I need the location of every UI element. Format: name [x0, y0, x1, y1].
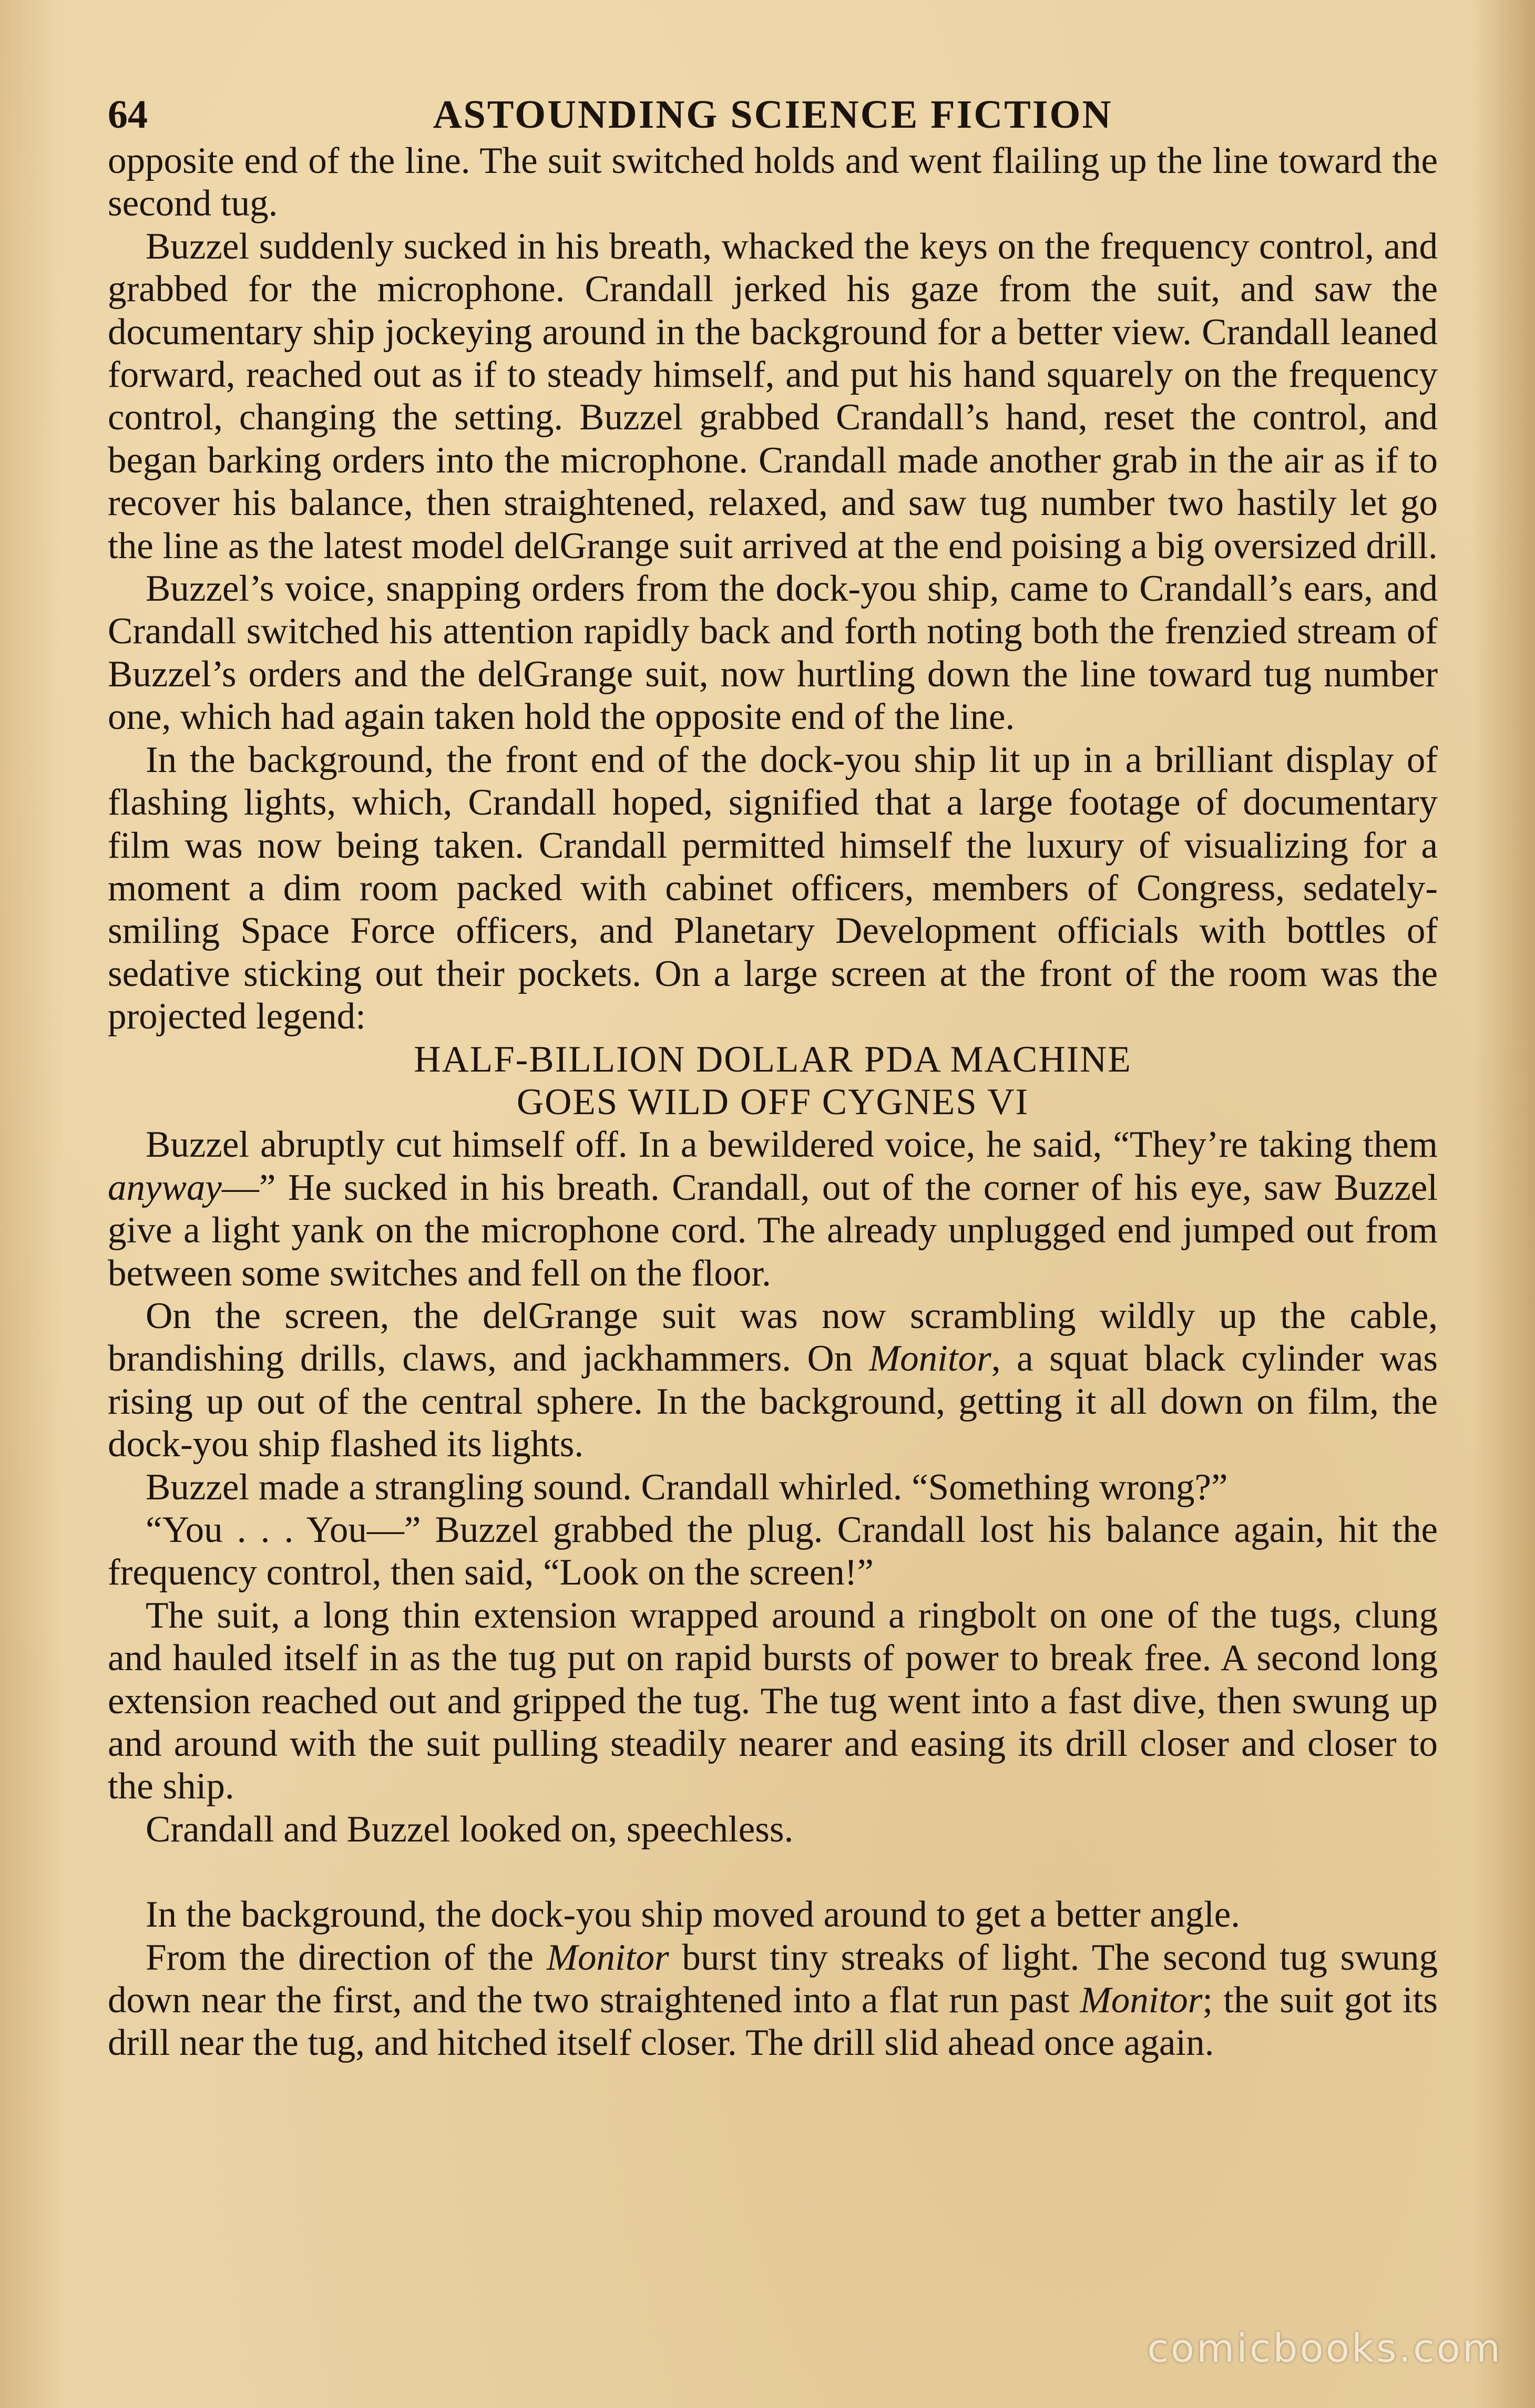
- paragraph: Buzzel’s voice, snapping orders from the dock-you ship, came to Crandall’s ears, and Crandall switched his attention rapidly back and forth noting both the frenzied stream of Buzzel’s orders and the delGrange suit, now hurtling down the line toward tug number one, which had again taken hold the opposite end of the line.: [108, 568, 1438, 738]
- journal-title: ASTOUNDING SCIENCE FICTION: [433, 92, 1113, 137]
- book-page: [108, 89, 1438, 2323]
- italic-word: Monitor: [1080, 1980, 1203, 2021]
- paragraph: The suit, a long thin extension wrapped around a ringbolt on one of the tugs, clung and hauled itself in as the tug put on rapid bursts of power to break free. A second long extension reached out and gripped the tug. The tug went into a fast dive, then swung up and around with the suit pulling steadily nearer and easing its drill closer and closer to the ship.: [108, 1594, 1438, 1807]
- paragraph: Buzzel made a strangling sound. Crandall whirled. “Something wrong?”: [146, 1466, 1228, 1508]
- paragraph: opposite end of the line. The suit switched holds and went flailing up the line toward the second tug.: [108, 140, 1438, 224]
- text-run: , a squat black cylinder was rising up out of the central sphere. In the background, getting it all down on film, the dock-you ship flashed its lights.: [108, 1338, 1438, 1465]
- legend-line-1: HALF-BILLION DOLLAR PDA MACHINE: [414, 1038, 1132, 1080]
- text-run: ; the suit got its drill near the tug, and hitched itself closer. The drill slid ahead once again.: [108, 1980, 1438, 2064]
- legend-line-2: GOES WILD OFF CYGNES VI: [516, 1081, 1029, 1123]
- text-run: Buzzel abruptly cut himself off. In a bewildered voice, he said, “They’re taking them: [146, 1124, 1438, 1166]
- italic-word: anyway: [108, 1167, 222, 1208]
- page-number: 64: [108, 92, 148, 137]
- paragraph: [108, 1937, 1438, 2065]
- text-run: From the direction of the: [146, 1937, 547, 1978]
- text-run: —” He sucked in his breath. Crandall, out of the corner of his eye, saw Buzzel give a light yank on the microphone cord. The already unplugged end jumped out from between some switches and fell on the floor.: [108, 1167, 1438, 1294]
- paragraph: [108, 1124, 1438, 1295]
- paragraph: In the background, the dock-you ship moved around to get a better angle.: [146, 1894, 1241, 1936]
- paragraph: In the background, the front end of the dock-you ship lit up in a brilliant display of flashing lights, which, Crandall hoped, signified that a large footage of documentary film was now being taken. Crandall permitted himself the luxury of visualizing for a moment a dim room packed with cabinet officers, members of Congress, sedately-smiling Space Force officers, and Planetary Development officials with bottles of sedative sticking out their pockets. On a large screen at the front of the room was the projected legend:: [108, 739, 1438, 1037]
- projected-legend: [108, 1038, 1438, 1124]
- paragraph: Buzzel suddenly sucked in his breath, whacked the keys on the frequency control, and grabbed for the microphone. Crandall jerked his gaze from the suit, and saw the documentary ship jockeying around in the background for a better view. Crandall leaned forward, reached out as if to steady himself, and put his hand squarely on the frequency control, changing the setting. Buzzel grabbed Crandall’s hand, reset the control, and began barking orders into the microphone. Crandall made another grab in the air as if to recover his balance, then straightened, relaxed, and saw tug number two hastily let go the line as the latest model delGrange suit arrived at the end poising a big oversized drill.: [108, 225, 1438, 567]
- italic-word: Monitor: [868, 1338, 991, 1380]
- running-head: [108, 89, 1438, 140]
- text-run: On the screen, the delGrange suit was now scrambling wildly up the cable, brandishing drills, claws, and jackhammers. On: [108, 1295, 1438, 1380]
- paragraph: Crandall and Buzzel looked on, speechless.: [146, 1808, 794, 1850]
- italic-word: Monitor: [546, 1937, 669, 1978]
- watermark: comicbooks.com: [1147, 2326, 1502, 2371]
- text-run: burst tiny streaks of light. The second tug swung down near the first, and the two straightened into a flat run past: [108, 1937, 1438, 2021]
- paragraph: “You . . . You—” Buzzel grabbed the plug. Crandall lost his balance again, hit the frequency control, then said, “Look on the screen!”: [108, 1509, 1438, 1593]
- body-text: [108, 140, 1438, 2065]
- paragraph: [108, 1295, 1438, 1466]
